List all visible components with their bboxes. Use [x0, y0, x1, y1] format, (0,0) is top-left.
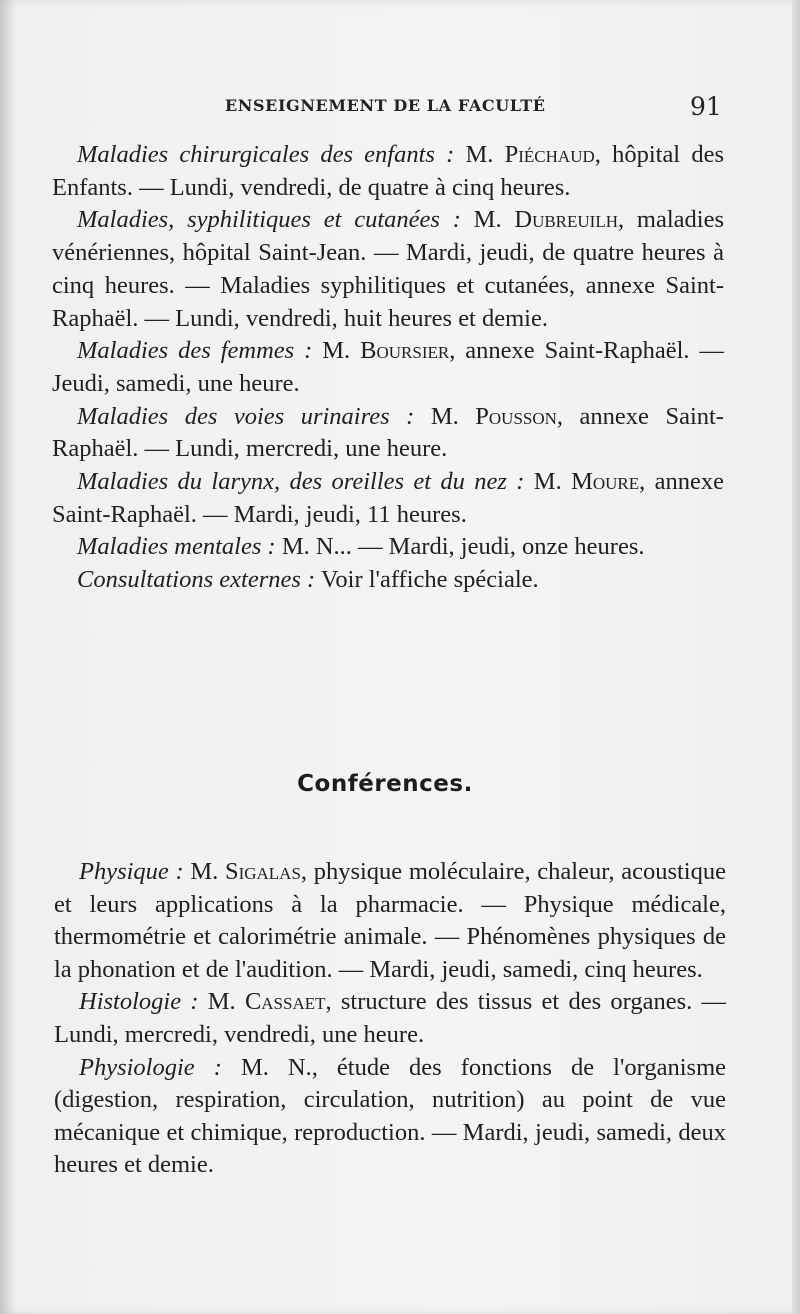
page-number: 91	[690, 92, 722, 121]
course-entry-urinary-tract: Maladies des voies urinaires : M. Pousson, annexe Saint-Raphaël. — Lundi, mercredi, une heure.	[52, 402, 724, 463]
course-entry-pediatric-surgery: Maladies chirurgicales des enfants : M. Piéchaud, hôpital des Enfants. — Lundi, vendredi, de quatre à cinq heures.	[52, 141, 724, 201]
conference-entry-histology: Histologie : M. Cassaet, structure des tissus et des organes. — Lundi, mercredi, vendredi, une heure.	[54, 988, 726, 1048]
course-entry-syphilitic-cutaneous: Maladies, syphilitiques et cutanées : M. Dubreuilh, maladies vénériennes, hôpital Saint-Jean. — Mardi, jeudi, de quatre heures à cinq heures. — Maladies syphilitiques et cutanées, annexe Saint-Raphaël. — Lundi, vendredi, huit heures et demie.	[52, 206, 725, 332]
course-list	[52, 139, 724, 597]
course-entry-mental-illness: Maladies mentales : M. N... — Mardi, jeudi, onze heures.	[77, 533, 645, 561]
conference-list	[54, 856, 726, 1182]
course-entry-womens-diseases: Maladies des femmes : M. Boursier, annexe Saint-Raphaël. — Jeudi, samedi, une heure.	[52, 337, 724, 397]
running-title: ENSEIGNEMENT DE LA FACULTÉ	[225, 96, 546, 115]
conference-entry-physics: Physique : M. Sigalas, physique moléculaire, chaleur, acoustique et leurs applications à la pharmacie. — Physique médicale, thermométrie et calorimétrie animale. — Phénomènes physiques de la phonation et de l'audition. — Mardi, jeudi, samedi, cinq heures.	[54, 858, 726, 983]
course-entry-ent: Maladies du larynx, des oreilles et du nez : M. Moure, annexe Saint-Raphaël. — Mardi, jeudi, 11 heures.	[52, 468, 724, 528]
conference-entry-physiology: Physiologie : M. N., étude des fonctions de l'organisme (digestion, respiration, circulation, nutrition) au point de vue mécanique et chimique, reproduction. — Mardi, jeudi, samedi, deux heures et demie.	[54, 1053, 727, 1179]
section-heading-conferences: Conférences.	[297, 771, 473, 797]
course-entry-external-consultations: Consultations externes : Voir l'affiche spéciale.	[77, 566, 539, 594]
running-head	[0, 92, 800, 122]
